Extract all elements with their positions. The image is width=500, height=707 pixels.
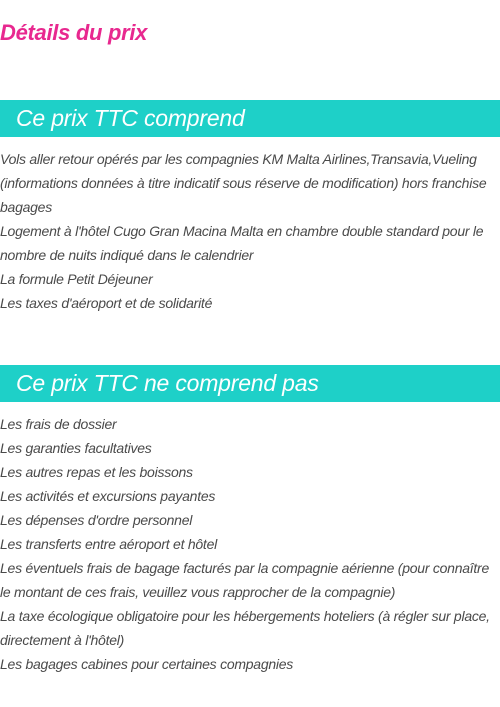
list-item: La taxe écologique obligatoire pour les hébergements hoteliers (à régler sur place, directement à l'hôtel): [0, 608, 490, 648]
included-heading: Ce prix TTC comprend: [0, 100, 500, 137]
list-item: Les frais de dossier: [0, 416, 117, 432]
list-item: Les autres repas et les boissons: [0, 464, 193, 480]
excluded-list: [0, 412, 500, 676]
list-item: Vols aller retour opérés par les compagnies KM Malta Airlines,Transavia,Vueling (informations données à titre indicatif sous réserve de modification) hors franchise bagages: [0, 151, 487, 215]
list-item: Les éventuels frais de bagage facturés par la compagnie aérienne (pour connaître le montant de ces frais, veuillez vous rapprocher de la compagnie): [0, 560, 489, 600]
list-item: Les transferts entre aéroport et hôtel: [0, 536, 217, 552]
list-item: Les taxes d'aéroport et de solidarité: [0, 295, 213, 311]
list-item: Les activités et excursions payantes: [0, 488, 216, 504]
included-list: [0, 147, 500, 315]
list-item: La formule Petit Déjeuner: [0, 271, 153, 287]
list-item: Les bagages cabines pour certaines compagnies: [0, 656, 294, 672]
list-item: Les dépenses d'ordre personnel: [0, 512, 193, 528]
list-item: Logement à l'hôtel Cugo Gran Macina Malta en chambre double standard pour le nombre de nuits indiqué dans le calendrier: [0, 223, 484, 263]
page-title: Détails du prix: [0, 20, 148, 45]
list-item: Les garanties facultatives: [0, 440, 152, 456]
excluded-heading: Ce prix TTC ne comprend pas: [0, 365, 500, 402]
